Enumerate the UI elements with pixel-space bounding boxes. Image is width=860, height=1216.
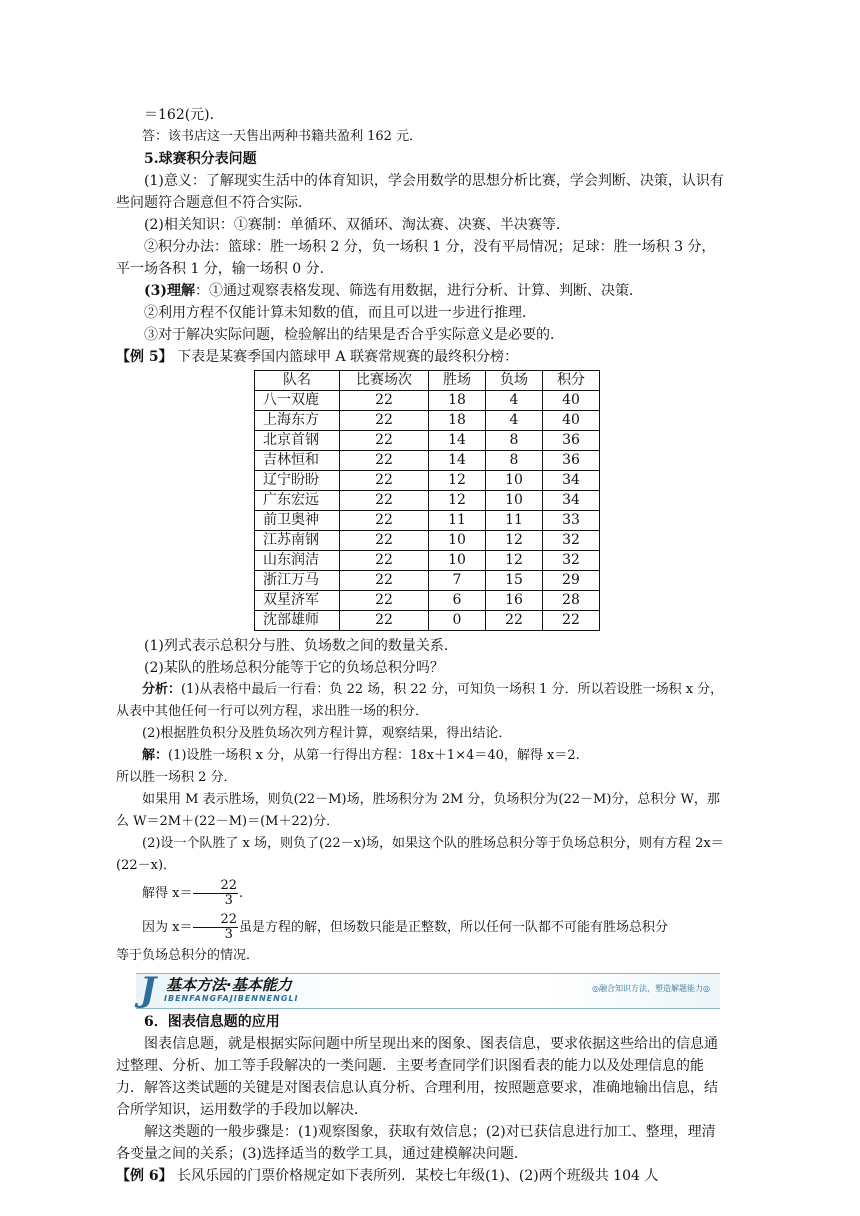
games-cell: 22 — [340, 511, 429, 531]
chart-info-paragraph: 图表信息题，就是根据实际问题中所呈现出来的图象、图表信息，要求依据这些给出的信息通过整理、分析、加工等手段解决的一类问题．主要考查同学们识图看表的能力以及处理信息的能力．解答这类试题的关键是对图表信息认真分析、合理利用，按照题意要求，准确地输出信息，结合所学知识，运用数学的手段加以解决． — [116, 1036, 718, 1118]
games-cell: 22 — [340, 391, 429, 411]
wins-cell: 18 — [429, 411, 486, 431]
wins-cell: 10 — [429, 531, 486, 551]
games-cell: 22 — [340, 531, 429, 551]
points-cell: 36 — [543, 431, 600, 451]
question-2: (2)某队的胜场总积分能等于它的负场总积分吗？ — [144, 660, 444, 676]
table-header-row — [255, 371, 600, 391]
table-row — [255, 551, 600, 571]
wins-cell: 14 — [429, 451, 486, 471]
understanding-paragraph — [116, 280, 728, 302]
scoring-paragraph: ②积分办法：篮球：胜一场积 2 分，负一场积 1 分，没有平局情况；足球：胜一场积 3 分，平一场各积 1 分，输一场积 0 分． — [116, 239, 716, 277]
solution-6-prefix: 因为 x＝ — [142, 920, 193, 935]
header-losses: 负场 — [486, 371, 543, 391]
understanding-point-2: ②利用方程不仅能计算未知数的值，而且可以进一步进行推理． — [144, 305, 536, 321]
games-cell: 22 — [340, 611, 429, 631]
wins-cell: 18 — [429, 391, 486, 411]
example-6-intro — [116, 1165, 728, 1187]
section-5-title: 5.球赛积分表问题 — [144, 151, 257, 167]
points-cell: 34 — [543, 471, 600, 491]
understanding-text: ：①通过观察表格发现、筛选有用数据，进行分析、计算、判断、决策． — [195, 283, 643, 299]
table-row — [255, 531, 600, 551]
points-cell: 32 — [543, 551, 600, 571]
games-cell: 22 — [340, 491, 429, 511]
team-name-cell: 浙江万马 — [255, 571, 340, 591]
team-name-cell: 双星济军 — [255, 591, 340, 611]
steps-paragraph: 解这类题的一般步骤是：(1)观察图象，获取有效信息；(2)对已获信息进行加工、整理，理清各变量之间的关系；(3)选择适当的数学工具，通过建模解决问题． — [116, 1124, 716, 1162]
example-5-text: 下表是某赛季国内篮球甲 A 联赛常规赛的最终积分榜： — [172, 349, 519, 365]
team-name-cell: 广东宏远 — [255, 491, 340, 511]
solution-paragraph-4: (2)设一个队胜了 x 场，则负了(22－x)场，如果这个队的胜场总积分等于负场总积分，则有方程 2x＝(22－x)． — [116, 836, 724, 873]
table-row — [255, 571, 600, 591]
solution-6-suffix: 虽是方程的解，但场数只能是正整数，所以任何一队都不可能有胜场总积分 — [239, 920, 669, 935]
losses-cell: 8 — [486, 451, 543, 471]
standings-table — [254, 370, 600, 631]
section-banner — [136, 970, 720, 1010]
solution-line-2: 所以胜一场积 2 分． — [116, 770, 237, 785]
team-name-cell: 上海东方 — [255, 411, 340, 431]
fraction-denominator: 3 — [224, 893, 233, 908]
understanding-label: (3)理解 — [144, 283, 195, 299]
banner-pinyin: IBENFANGFAJIBENNENGLI — [164, 994, 299, 1003]
points-cell: 40 — [543, 391, 600, 411]
section-6-title: 6．图表信息题的应用 — [144, 1014, 280, 1030]
fraction-22-over-3-b — [193, 913, 238, 942]
losses-cell: 16 — [486, 591, 543, 611]
wins-cell: 14 — [429, 431, 486, 451]
header-team: 队名 — [255, 371, 340, 391]
team-name-cell: 沈部雄师 — [255, 611, 340, 631]
example-6-label: 【例 6】 — [116, 1168, 173, 1184]
losses-cell: 4 — [486, 411, 543, 431]
understanding-point-3: ③对于解决实际问题，检验解出的结果是否合乎实际意义是必要的． — [144, 327, 564, 343]
answer-line: 答：该书店这一天售出两种书籍共盈利 162 元． — [142, 129, 423, 144]
games-cell: 22 — [340, 431, 429, 451]
fraction-22-over-3 — [193, 879, 238, 908]
solution-label: 解： — [142, 748, 169, 763]
team-name-cell: 吉林恒和 — [255, 451, 340, 471]
banner-letter-mark: J — [140, 970, 157, 1010]
table-row — [255, 431, 600, 451]
solution-text-1: (1)设胜一场积 x 分，从第一行得出方程：18x＋1×4＝40，解得 x＝2. — [168, 748, 580, 763]
table-row — [255, 511, 600, 531]
losses-cell: 12 — [486, 531, 543, 551]
result-line: ＝162(元)． — [144, 107, 224, 123]
banner-slogan: ◎融合知识方法，塑造解题能力◎ — [592, 984, 710, 993]
games-cell: 22 — [340, 411, 429, 431]
table-row — [255, 611, 600, 631]
losses-cell: 4 — [486, 391, 543, 411]
wins-cell: 6 — [429, 591, 486, 611]
page-content — [116, 104, 728, 1187]
header-games: 比赛场次 — [340, 371, 429, 391]
team-name-cell: 山东润洁 — [255, 551, 340, 571]
team-name-cell: 八一双鹿 — [255, 391, 340, 411]
table-row — [255, 391, 600, 411]
analysis-text: (1)从表格中最后一行看：负 22 场，积 22 分，可知负一场积 1 分．所以若设胜一场积 x 分，从表中其他任何一行可以列方程，求出胜一场的积分． — [116, 682, 724, 719]
points-cell: 29 — [543, 571, 600, 591]
points-cell: 28 — [543, 591, 600, 611]
banner-title-separator: · — [226, 976, 232, 994]
banner-title-part-1: 基本方法 — [166, 976, 227, 994]
analysis-paragraph — [116, 679, 728, 723]
example-5-label: 【例 5】 — [116, 349, 173, 365]
table-row — [255, 411, 600, 431]
table-row — [255, 471, 600, 491]
wins-cell: 7 — [429, 571, 486, 591]
header-points: 积分 — [543, 371, 600, 391]
team-name-cell: 辽宁盼盼 — [255, 471, 340, 491]
team-name-cell: 江苏南钢 — [255, 531, 340, 551]
fraction-denominator: 3 — [224, 927, 233, 942]
solution-paragraph-3: 如果用 M 表示胜场，则负(22－M)场，胜场积分为 2M 分，负场积分为(22－M)分，总积分 W，那么 W＝2M＋(22－M)＝(M＋22)分． — [116, 792, 720, 829]
fraction-numerator: 22 — [193, 879, 238, 894]
losses-cell: 12 — [486, 551, 543, 571]
example-6-text: 长风乐园的门票价格规定如下表所列．某校七年级(1)、(2)两个班级共 104 人 — [172, 1168, 659, 1184]
games-cell: 22 — [340, 471, 429, 491]
losses-cell: 10 — [486, 491, 543, 511]
wins-cell: 11 — [429, 511, 486, 531]
wins-cell: 0 — [429, 611, 486, 631]
games-cell: 22 — [340, 551, 429, 571]
example-5-intro — [116, 346, 728, 368]
wins-cell: 12 — [429, 471, 486, 491]
table-row — [255, 491, 600, 511]
wins-cell: 12 — [429, 491, 486, 511]
question-1: (1)列式表示总积分与胜、负场数之间的数量关系． — [144, 638, 458, 654]
solution-paragraph-1 — [116, 745, 728, 767]
losses-cell: 10 — [486, 471, 543, 491]
points-cell: 36 — [543, 451, 600, 471]
points-cell: 33 — [543, 511, 600, 531]
solution-5-prefix: 解得 x＝ — [142, 886, 193, 901]
knowledge-paragraph: (2)相关知识：①赛制：单循环、双循环、淘汰赛、决赛、半决赛等． — [144, 217, 570, 233]
losses-cell: 8 — [486, 431, 543, 451]
points-cell: 34 — [543, 491, 600, 511]
losses-cell: 11 — [486, 511, 543, 531]
team-name-cell: 北京首钢 — [255, 431, 340, 451]
solution-5-suffix: . — [239, 886, 244, 901]
fraction-numerator: 22 — [193, 913, 238, 928]
table-row — [255, 451, 600, 471]
header-wins: 胜场 — [429, 371, 486, 391]
team-name-cell: 前卫奥神 — [255, 511, 340, 531]
analysis-label: 分析： — [142, 682, 182, 697]
table-body — [255, 391, 600, 631]
points-cell: 22 — [543, 611, 600, 631]
solution-line-5 — [116, 877, 728, 911]
banner-title-part-2: 基本能力 — [231, 976, 292, 994]
points-cell: 32 — [543, 531, 600, 551]
games-cell: 22 — [340, 451, 429, 471]
meaning-paragraph: (1)意义：了解现实生活中的体育知识，学会用数学的思想分析比赛，学会判断、决策，认识有些问题符合题意但不符合实际． — [116, 173, 724, 211]
wins-cell: 10 — [429, 551, 486, 571]
games-cell: 22 — [340, 571, 429, 591]
losses-cell: 22 — [486, 611, 543, 631]
solution-line-6 — [116, 911, 728, 945]
games-cell: 22 — [340, 591, 429, 611]
analysis-paragraph-2: (2)根据胜负积分及胜负场次列方程计算，观察结果，得出结论． — [142, 726, 512, 741]
points-cell: 40 — [543, 411, 600, 431]
solution-line-7: 等于负场总积分的情况． — [116, 948, 260, 963]
banner-title — [166, 976, 292, 994]
table-row — [255, 591, 600, 611]
losses-cell: 15 — [486, 571, 543, 591]
